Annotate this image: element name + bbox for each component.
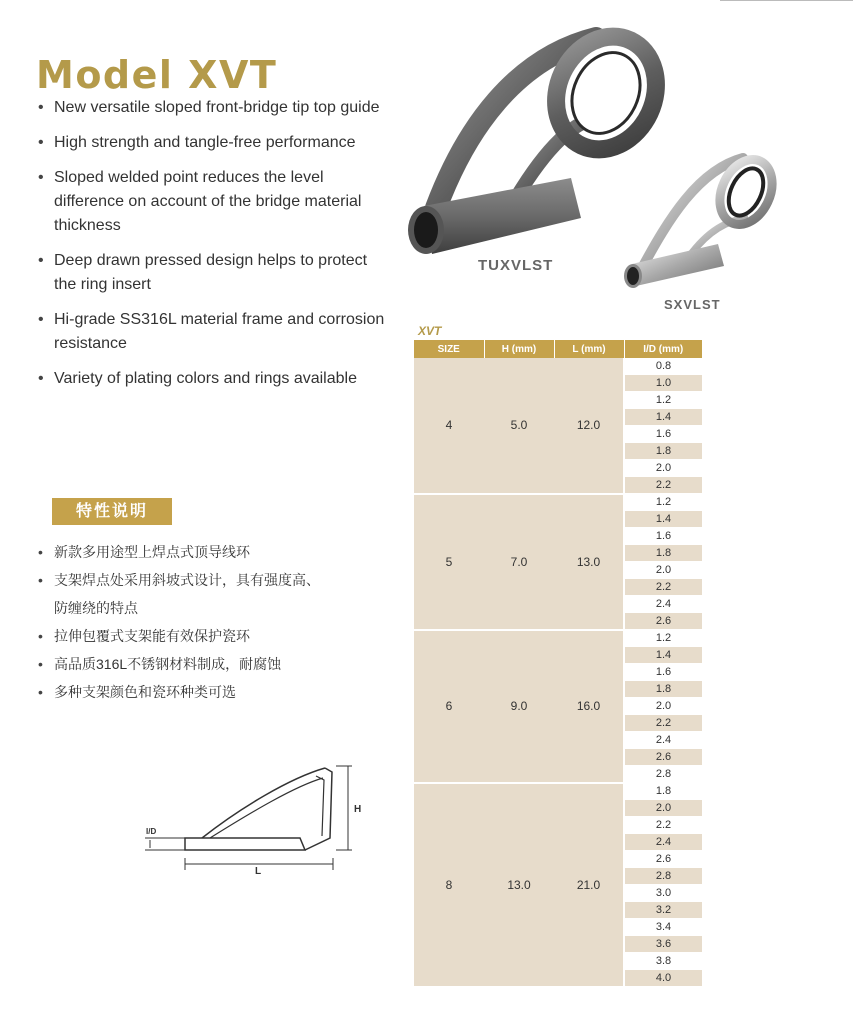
- cell-h: 9.0: [484, 630, 554, 783]
- cell-id: 1.2: [624, 494, 702, 511]
- column-header-h: H (mm): [484, 340, 554, 358]
- column-header-id: I/D (mm): [624, 340, 702, 358]
- feature-list: [36, 96, 386, 402]
- cell-id: 2.6: [624, 613, 702, 630]
- cell-h: 13.0: [484, 783, 554, 987]
- cell-l: 13.0: [554, 494, 624, 630]
- cell-id: 1.4: [624, 511, 702, 528]
- diagram-label-id: I/D: [146, 827, 157, 836]
- cell-id: 1.2: [624, 630, 702, 647]
- feature-cn-item: • 拉伸包覆式支架能有效保护瓷环: [36, 622, 396, 650]
- cell-id: 3.8: [624, 953, 702, 970]
- cell-id: 1.8: [624, 443, 702, 460]
- cell-size: 4: [414, 358, 484, 494]
- cell-id: 2.2: [624, 715, 702, 732]
- feature-item: • High strength and tangle-free performance: [36, 131, 386, 155]
- cell-id: 3.0: [624, 885, 702, 902]
- feature-item: • New versatile sloped front-bridge tip top guide: [36, 96, 386, 120]
- cell-l: 12.0: [554, 358, 624, 494]
- table-row: [414, 358, 702, 375]
- cell-id: 3.6: [624, 936, 702, 953]
- cell-id: 2.8: [624, 766, 702, 783]
- feature-cn-item: • 新款多用途型上焊点式顶导线环: [36, 538, 396, 566]
- top-rule: [720, 0, 853, 1]
- cell-id: 2.4: [624, 834, 702, 851]
- cell-id: 2.4: [624, 732, 702, 749]
- feature-item: • Hi-grade SS316L material frame and corrosion resistance: [36, 308, 386, 356]
- feature-cn-item: • 支架焊点处采用斜坡式设计，具有强度高、: [36, 566, 396, 594]
- cell-id: 2.0: [624, 800, 702, 817]
- cell-id: 4.0: [624, 970, 702, 987]
- cell-id: 3.2: [624, 902, 702, 919]
- cell-id: 1.8: [624, 681, 702, 698]
- cell-id: 2.2: [624, 477, 702, 494]
- cell-id: 1.2: [624, 392, 702, 409]
- cell-id: 2.8: [624, 868, 702, 885]
- guide-sxvlst-image: [618, 140, 778, 290]
- cell-id: 2.0: [624, 460, 702, 477]
- cell-l: 21.0: [554, 783, 624, 987]
- diagram-label-l: L: [255, 866, 262, 877]
- column-header-l: L (mm): [554, 340, 624, 358]
- cell-id: 1.4: [624, 647, 702, 664]
- page-title: Model XVT: [36, 53, 278, 98]
- cell-id: 0.8: [624, 358, 702, 375]
- feature-item: • Sloped welded point reduces the level difference on account of the bridge material thickness: [36, 166, 386, 238]
- feature-list-cn: [36, 538, 396, 706]
- feature-item: • Deep drawn pressed design helps to protect the ring insert: [36, 249, 386, 297]
- feature-item: • Variety of plating colors and rings available: [36, 367, 386, 391]
- product-label-tuxvlst: TUXVLST: [478, 257, 554, 274]
- spec-table: [414, 340, 702, 988]
- cell-size: 5: [414, 494, 484, 630]
- cell-id: 2.0: [624, 562, 702, 579]
- cell-id: 2.6: [624, 851, 702, 868]
- dimension-diagram: [140, 758, 370, 878]
- cell-id: 3.4: [624, 919, 702, 936]
- cell-id: 2.2: [624, 579, 702, 596]
- section-cn-title: 特性说明: [52, 498, 172, 525]
- table-row: [414, 494, 702, 511]
- diagram-label-h: H: [354, 804, 362, 815]
- cell-id: 1.8: [624, 783, 702, 800]
- cell-id: 2.2: [624, 817, 702, 834]
- cell-size: 6: [414, 630, 484, 783]
- cell-id: 1.4: [624, 409, 702, 426]
- cell-id: 2.4: [624, 596, 702, 613]
- column-header-size: SIZE: [414, 340, 484, 358]
- cell-l: 16.0: [554, 630, 624, 783]
- table-caption: XVT: [418, 324, 442, 338]
- table-row: [414, 630, 702, 647]
- table-row: [414, 783, 702, 800]
- cell-h: 5.0: [484, 358, 554, 494]
- cell-id: 1.8: [624, 545, 702, 562]
- feature-cn-item-continued: 防缠绕的特点: [54, 600, 138, 616]
- cell-size: 8: [414, 783, 484, 987]
- cell-id: 1.6: [624, 664, 702, 681]
- table-header-row: [414, 340, 702, 358]
- cell-id: 2.0: [624, 698, 702, 715]
- cell-id: 2.6: [624, 749, 702, 766]
- feature-cn-item: • 高品质316L不锈钢材料制成，耐腐蚀: [36, 650, 396, 678]
- cell-id: 1.6: [624, 426, 702, 443]
- cell-id: 1.6: [624, 528, 702, 545]
- feature-cn-item: • 多种支架颜色和瓷环种类可选: [36, 678, 396, 706]
- cell-h: 7.0: [484, 494, 554, 630]
- product-label-sxvlst: SXVLST: [664, 297, 721, 312]
- cell-id: 1.0: [624, 375, 702, 392]
